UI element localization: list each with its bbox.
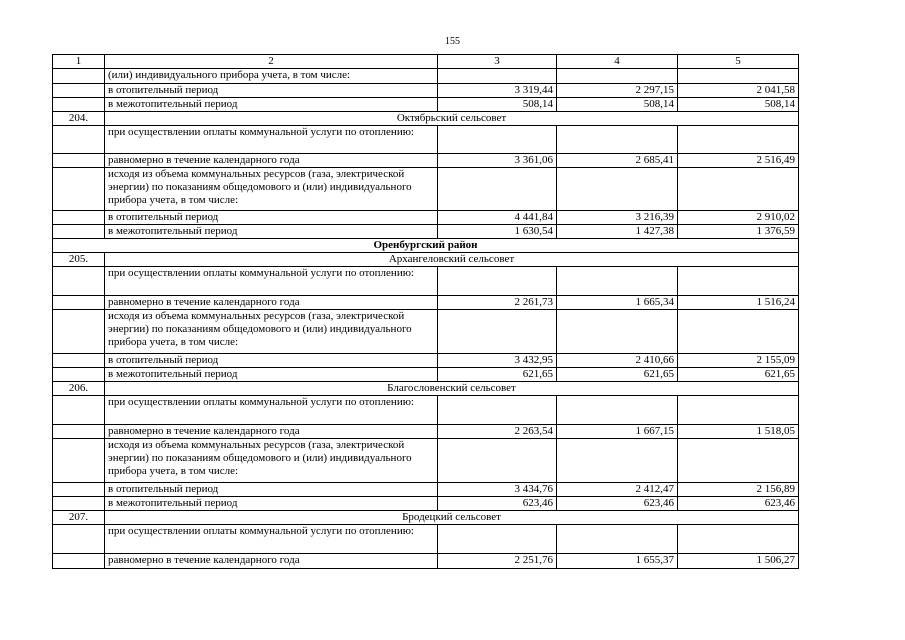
value-col-5: [678, 396, 799, 425]
value-col-3: 1 630,54: [438, 225, 557, 239]
header-col-4: 4: [557, 55, 678, 69]
row-description: исходя из объема коммунальных ресурсов (газа, электрической энергии) по показаниям общедомового и (или) индивидуального прибора учета, в том числе:: [105, 310, 438, 354]
row-index: [53, 98, 105, 112]
header-col-1: 1: [53, 55, 105, 69]
header-col-2: 2: [105, 55, 438, 69]
value-col-4: [557, 396, 678, 425]
table-row: [53, 296, 799, 310]
row-description: исходя из объема коммунальных ресурсов (газа, электрической энергии) по показаниям общедомового и (или) индивидуального прибора учета, в том числе:: [105, 168, 438, 211]
value-col-5: [678, 126, 799, 154]
value-col-3: 3 434,76: [438, 483, 557, 497]
row-index: [53, 126, 105, 154]
value-col-4: 2 412,47: [557, 483, 678, 497]
table-row: [53, 396, 799, 425]
settlement-title: Бродецкий сельсовет: [105, 511, 799, 525]
value-col-4: 1 427,38: [557, 225, 678, 239]
value-col-3: [438, 439, 557, 483]
row-index: 206.: [53, 382, 105, 396]
table-row: [53, 126, 799, 154]
row-description: при осуществлении оплаты коммунальной услуги по отоплению:: [105, 396, 438, 425]
settlement-group-row: [53, 511, 799, 525]
value-col-4: 2 410,66: [557, 354, 678, 368]
row-description: исходя из объема коммунальных ресурсов (газа, электрической энергии) по показаниям общедомового и (или) индивидуального прибора учета, в том числе:: [105, 439, 438, 483]
row-description: в межотопительный период: [105, 98, 438, 112]
table-row: [53, 554, 799, 569]
row-description: при осуществлении оплаты коммунальной услуги по отоплению:: [105, 525, 438, 554]
table-row: [53, 168, 799, 211]
value-col-5: [678, 267, 799, 296]
row-description: в межотопительный период: [105, 497, 438, 511]
value-col-3: [438, 396, 557, 425]
row-index: [53, 354, 105, 368]
table-row: [53, 483, 799, 497]
table-header-row: [53, 55, 799, 69]
value-col-5: [678, 525, 799, 554]
table-row: [53, 425, 799, 439]
district-title: Оренбургский район: [53, 239, 799, 253]
row-description: в отопительный период: [105, 354, 438, 368]
row-description: в отопительный период: [105, 84, 438, 98]
table-row: [53, 154, 799, 168]
page-number: 155: [445, 36, 460, 47]
value-col-4: 621,65: [557, 368, 678, 382]
value-col-3: [438, 126, 557, 154]
value-col-5: [678, 168, 799, 211]
value-col-3: 3 361,06: [438, 154, 557, 168]
row-description: равномерно в течение календарного года: [105, 296, 438, 310]
value-col-5: [678, 69, 799, 84]
value-col-4: 1 667,15: [557, 425, 678, 439]
value-col-3: 2 263,54: [438, 425, 557, 439]
settlement-title: Благословенский сельсовет: [105, 382, 799, 396]
settlement-title: Архангеловский сельсовет: [105, 253, 799, 267]
row-index: 207.: [53, 511, 105, 525]
value-col-5: 623,46: [678, 497, 799, 511]
value-col-4: [557, 310, 678, 354]
row-description: в межотопительный период: [105, 225, 438, 239]
tariff-table: [52, 54, 799, 569]
row-description: равномерно в течение календарного года: [105, 554, 438, 569]
table-row: [53, 310, 799, 354]
row-description: при осуществлении оплаты коммунальной услуги по отоплению:: [105, 267, 438, 296]
row-index: [53, 439, 105, 483]
value-col-4: [557, 69, 678, 84]
table-row: [53, 267, 799, 296]
row-index: [53, 310, 105, 354]
row-index: 204.: [53, 112, 105, 126]
row-index: [53, 211, 105, 225]
value-col-5: 2 910,02: [678, 211, 799, 225]
value-col-5: 1 376,59: [678, 225, 799, 239]
row-description: при осуществлении оплаты коммунальной услуги по отоплению:: [105, 126, 438, 154]
table-row: [53, 225, 799, 239]
table-row: [53, 368, 799, 382]
value-col-4: 508,14: [557, 98, 678, 112]
row-index: [53, 225, 105, 239]
value-col-4: 1 665,34: [557, 296, 678, 310]
header-col-3: 3: [438, 55, 557, 69]
table-row: [53, 354, 799, 368]
value-col-5: [678, 310, 799, 354]
value-col-5: 2 155,09: [678, 354, 799, 368]
row-index: [53, 368, 105, 382]
value-col-3: 4 441,84: [438, 211, 557, 225]
value-col-5: 1 506,27: [678, 554, 799, 569]
value-col-5: 2 156,89: [678, 483, 799, 497]
value-col-5: [678, 439, 799, 483]
value-col-3: 3 319,44: [438, 84, 557, 98]
row-index: [53, 525, 105, 554]
value-col-4: 3 216,39: [557, 211, 678, 225]
value-col-5: 2 041,58: [678, 84, 799, 98]
row-description: в отопительный период: [105, 211, 438, 225]
value-col-5: 1 518,05: [678, 425, 799, 439]
value-col-3: 508,14: [438, 98, 557, 112]
row-index: [53, 154, 105, 168]
value-col-4: 623,46: [557, 497, 678, 511]
value-col-3: 621,65: [438, 368, 557, 382]
value-col-5: 1 516,24: [678, 296, 799, 310]
settlement-title: Октябрьский сельсовет: [105, 112, 799, 126]
value-col-3: 2 261,73: [438, 296, 557, 310]
row-index: [53, 84, 105, 98]
row-index: [53, 267, 105, 296]
value-col-4: [557, 168, 678, 211]
value-col-3: [438, 168, 557, 211]
settlement-group-row: [53, 253, 799, 267]
row-description: равномерно в течение календарного года: [105, 425, 438, 439]
row-index: [53, 425, 105, 439]
value-col-4: 2 685,41: [557, 154, 678, 168]
table-row: [53, 69, 799, 84]
row-index: [53, 168, 105, 211]
value-col-3: [438, 267, 557, 296]
value-col-4: 2 297,15: [557, 84, 678, 98]
value-col-3: 3 432,95: [438, 354, 557, 368]
value-col-3: [438, 69, 557, 84]
row-index: [53, 396, 105, 425]
row-description: в межотопительный период: [105, 368, 438, 382]
value-col-4: 1 655,37: [557, 554, 678, 569]
row-index: [53, 296, 105, 310]
value-col-4: [557, 126, 678, 154]
row-description: равномерно в течение календарного года: [105, 154, 438, 168]
table-row: [53, 211, 799, 225]
row-index: [53, 497, 105, 511]
row-index: [53, 483, 105, 497]
table-row: [53, 439, 799, 483]
value-col-3: [438, 525, 557, 554]
settlement-group-row: [53, 112, 799, 126]
value-col-3: [438, 310, 557, 354]
value-col-4: [557, 267, 678, 296]
value-col-5: 508,14: [678, 98, 799, 112]
value-col-3: 2 251,76: [438, 554, 557, 569]
row-description: в отопительный период: [105, 483, 438, 497]
value-col-3: 623,46: [438, 497, 557, 511]
table-row: [53, 525, 799, 554]
header-col-5: 5: [678, 55, 799, 69]
value-col-5: 2 516,49: [678, 154, 799, 168]
value-col-5: 621,65: [678, 368, 799, 382]
value-col-4: [557, 439, 678, 483]
settlement-group-row: [53, 382, 799, 396]
table-row: [53, 497, 799, 511]
row-index: [53, 69, 105, 84]
row-description: (или) индивидуального прибора учета, в том числе:: [105, 69, 438, 84]
value-col-4: [557, 525, 678, 554]
district-section-row: [53, 239, 799, 253]
row-index: [53, 554, 105, 569]
row-index: 205.: [53, 253, 105, 267]
table-row: [53, 98, 799, 112]
table-row: [53, 84, 799, 98]
